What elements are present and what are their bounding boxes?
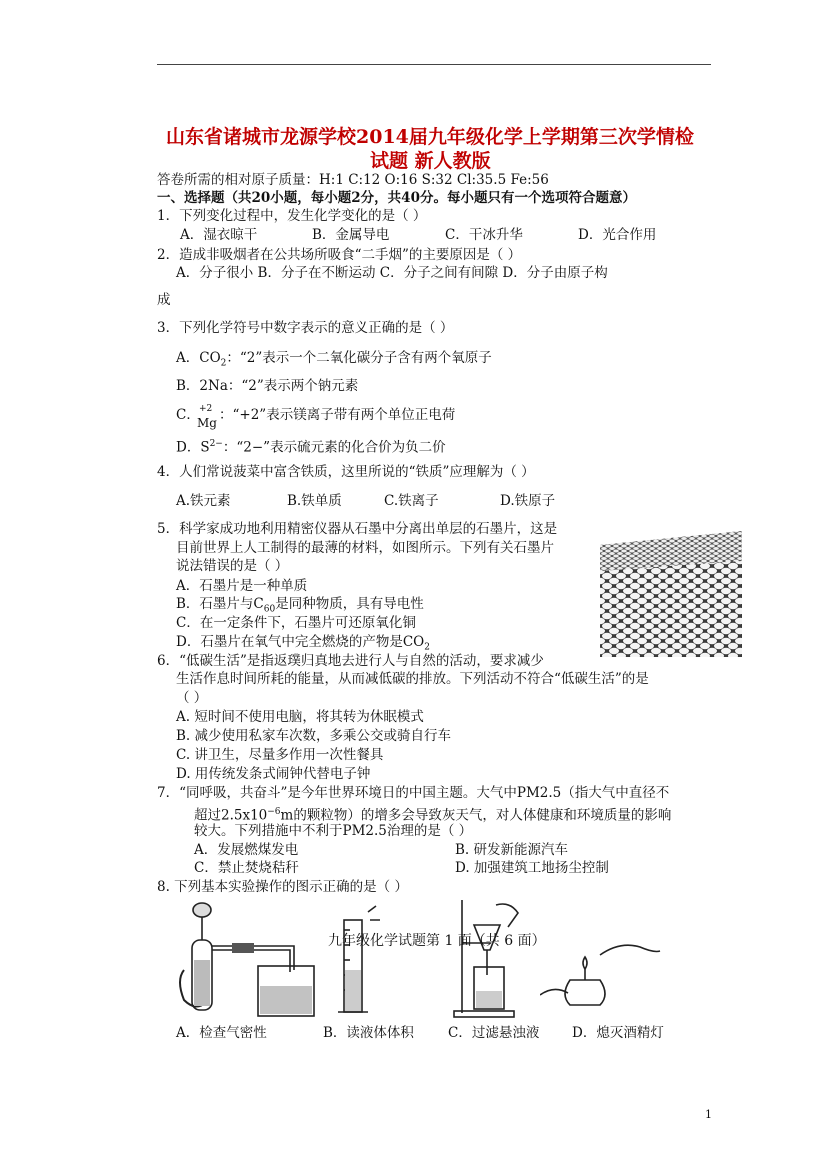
q5-d-pre: D．石墨片在氧气中完全燃烧的产物是CO <box>176 634 425 650</box>
q6-option-d: D. 用传统发条式闹钟代替电子钟 <box>176 766 371 782</box>
q7-option-d: D. 加强建筑工地扬尘控制 <box>455 860 609 876</box>
q3-c-charge: +2 <box>199 404 213 414</box>
fig-read-volume <box>330 900 450 1020</box>
q4-option-c: C.铁离子 <box>384 493 439 509</box>
header-rule <box>157 64 711 65</box>
q5-option-c: C．在一定条件下，石墨片可还原氧化铜 <box>176 615 416 631</box>
q1-option-b: B．金属导电 <box>312 227 390 243</box>
q5-b-pre: B．石墨片与C <box>176 596 264 612</box>
q5-stem-2: 目前世界上人工制得的最薄的材料，如图所示。下列有关石墨片 <box>176 540 554 556</box>
q3-d-pre: D．S <box>176 439 210 456</box>
q3-stem: 3．下列化学符号中数字表示的意义正确的是（ ） <box>157 320 454 336</box>
q8-option-b: B．读液体体积 <box>323 1025 414 1041</box>
q6-stem-1: 6．“低碳生活”是指返璞归真地去进行人与自然的活动，要求减少 <box>157 653 544 669</box>
q7-option-c: C．禁止焚烧秸秆 <box>194 860 299 876</box>
q6-stem-2: 生活作息时间所耗的能量，从而减低碳的排放。下列活动不符合“低碳生活”的是 <box>176 671 649 687</box>
q7-stem-2 <box>194 804 671 824</box>
q5-b-sub: 60 <box>263 604 276 615</box>
q6-option-a: A. 短时间不使用电脑，将其转为休眠模式 <box>176 709 424 725</box>
q6-option-c: C. 讲卫生，尽量多作用一次性餐具 <box>176 747 384 763</box>
q7-option-b: B. 研发新能源汽车 <box>455 842 569 858</box>
graphene-figure <box>600 531 742 657</box>
fig-alcohol-lamp <box>540 935 670 1020</box>
q8-option-c: C．过滤悬浊液 <box>448 1025 540 1041</box>
q2-wrap: 成 <box>157 292 171 308</box>
q7-stem2-pre: 超过2.5x10 <box>194 807 268 824</box>
atomic-mass-line: 答卷所需的相对原子质量：H:1 C:12 O:16 S:32 Cl:35.5 Fe:56 <box>157 172 549 188</box>
q3-d-post: ：“2−”表示硫元素的化合价为负二价 <box>222 439 446 456</box>
q6-option-b: B. 减少使用私家车次数，多乘公交或骑自行车 <box>176 728 452 744</box>
q2-stem: 2．造成非吸烟者在公共场所吸食“二手烟”的主要原因是（ ） <box>157 247 522 263</box>
q7-stem-3: 较大。下列措施中不利于PM2.5治理的是（ ） <box>194 823 473 839</box>
q5-b-post: 是同种物质，具有导电性 <box>275 596 424 612</box>
page-footer-text: 九年级化学试题第 1 面（共 6 面） <box>328 933 546 949</box>
q5-option-a: A．石墨片是一种单质 <box>176 578 308 594</box>
q3-option-c-pre: C． <box>176 407 200 423</box>
q1-option-d: D．光合作用 <box>578 227 657 243</box>
title-line-2: 试题 新人教版 <box>370 150 491 172</box>
q8-option-a: A．检查气密性 <box>176 1025 267 1041</box>
q4-option-d: D.铁原子 <box>500 493 556 509</box>
q2-options: A．分子很小 B．分子在不断运动 C．分子之间有间隙 D．分子由原子构 <box>176 265 608 281</box>
q3-option-a <box>176 350 492 372</box>
q5-stem-3: 说法错误的是（ ） <box>176 558 289 574</box>
q3-a-pre: A．CO <box>176 350 221 366</box>
q7-stem2-sup: −6 <box>267 807 281 817</box>
q7-option-a: A．发展燃煤发电 <box>194 842 299 858</box>
q3-a-sub: 2 <box>220 358 227 369</box>
q3-option-b: B．2Na：“2”表示两个钠元素 <box>176 378 359 394</box>
q4-stem: 4．人们常说菠菜中富含铁质，这里所说的“铁质”应理解为（ ） <box>157 464 535 480</box>
q7-stem-1: 7．“同呼吸，共奋斗”是今年世界环境日的中国主题。大气中PM2.5（指大气中直径不 <box>157 785 670 801</box>
q4-option-b: B.铁单质 <box>287 493 342 509</box>
q8-option-d: D．熄灭酒精灯 <box>572 1025 664 1041</box>
q8-stem: 8. 下列基本实验操作的图示正确的是（ ） <box>157 879 408 895</box>
q4-option-a: A.铁元素 <box>176 493 231 509</box>
q5-stem-1: 5．科学家成功地利用精密仪器从石墨中分离出单层的石墨片，这是 <box>157 521 558 537</box>
q1-option-a: A．湿衣晾干 <box>180 227 258 243</box>
q5-d-sub: 2 <box>424 642 430 653</box>
fig-filtration <box>450 895 550 1020</box>
q1-stem: 1．下列变化过程中，发生化学变化的是（ ） <box>157 208 427 224</box>
q3-c-post: ：“+2”表示镁离子带有两个单位正电荷 <box>219 407 456 423</box>
q3-option-d <box>176 436 446 456</box>
q6-stem-3: （ ） <box>176 690 208 706</box>
q3-d-sup: 2− <box>209 439 223 449</box>
q1-option-c: C．干冰升华 <box>445 227 523 243</box>
title-line-1: 山东省诸城市龙源学校2014届九年级化学上学期第三次学情检 <box>166 126 694 148</box>
q3-c-mg: Mg <box>197 416 217 430</box>
q7-stem2-post: m的颗粒物）的增多会导致灰天气，对人体健康和环境质量的影响 <box>280 807 672 824</box>
q3-a-post: ：“2”表示一个二氧化碳分子含有两个氧原子 <box>226 350 492 366</box>
page-number: 1 <box>705 1108 712 1121</box>
section-heading: 一、选择题（共20小题，每小题2分，共40分。每小题只有一个选项符合题意） <box>157 190 636 206</box>
fig-check-airtightness <box>176 900 326 1020</box>
